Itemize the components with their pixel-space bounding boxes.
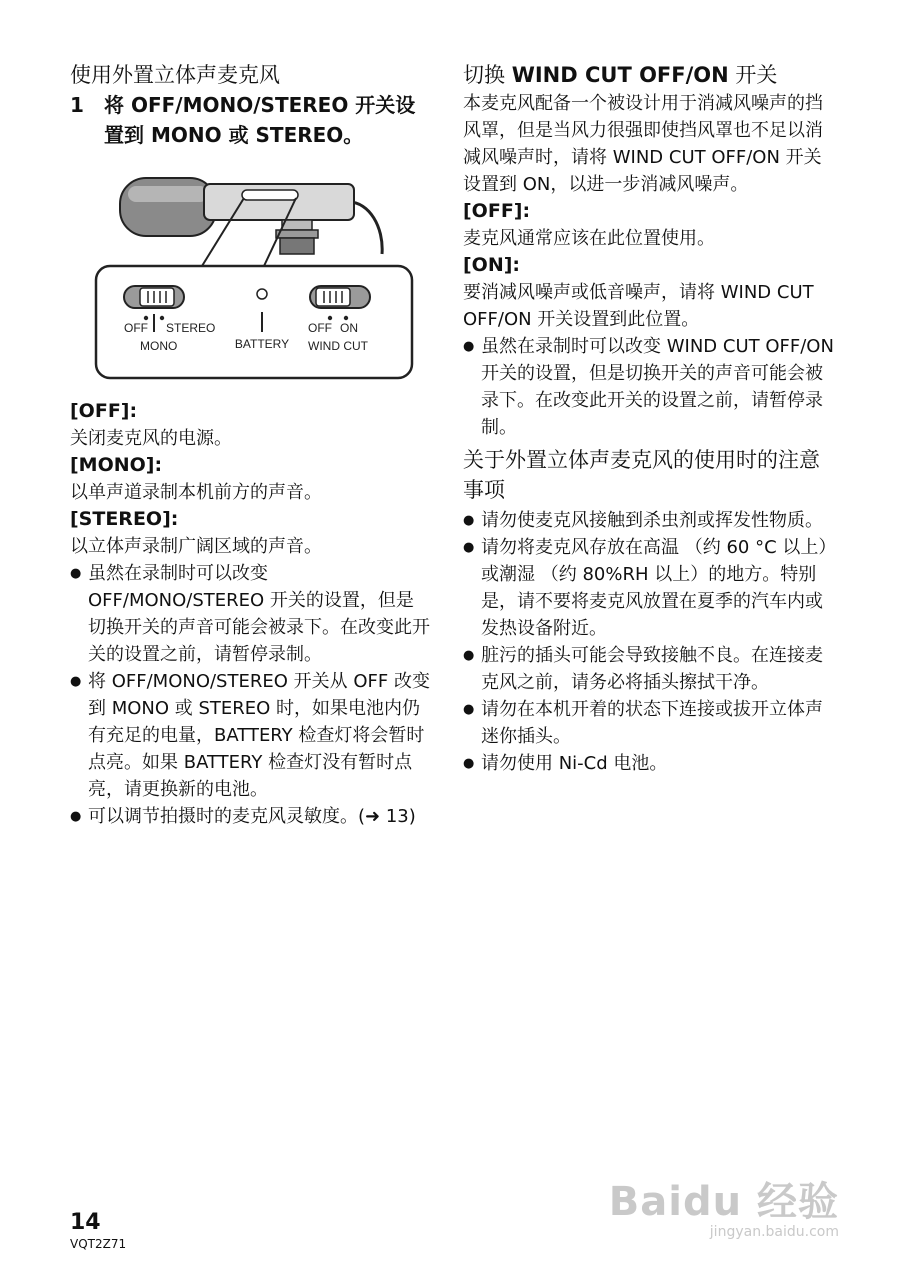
bullet-icon: ● [463, 513, 475, 528]
mono-label: [MONO]: [70, 454, 163, 476]
bullet-text: 将 OFF/MONO/STEREO 开关从 OFF 改变到 MONO 或 STEREO 时，如果电池内仍有充足的电量，BATTERY 检查灯将会暂时点亮。如果 BATTERY 检查灯没有暂时点亮，请更换新的电池。 [88, 671, 430, 800]
bullet-icon: ● [70, 566, 82, 581]
bullet-icon: ● [463, 756, 475, 771]
wind-label-on: ON [340, 321, 358, 335]
wind-on-description: 要消减风噪声或低音噪声，请将 WIND CUT OFF/ON 开关设置到此位置。 [463, 282, 814, 330]
bullet-icon: ● [70, 674, 82, 689]
section-title-external-mic: 使用外置立体声麦克风 [70, 63, 280, 87]
bullet-text: 脏污的插头可能会导致接触不良。在连接麦克风之前，请务必将插头擦拭干净。 [481, 645, 823, 693]
bullet-item [463, 333, 835, 441]
mic-windscreen-highlight [128, 186, 208, 202]
wind-cut-switch-knob [316, 288, 350, 306]
wind-label-off: OFF [308, 321, 332, 335]
microphone-illustration [94, 172, 424, 390]
watermark [609, 1180, 839, 1240]
section-title-wind-cut [463, 60, 835, 90]
bullet-icon: ● [463, 339, 475, 354]
bullet-text: 请勿使用 Ni-Cd 电池。 [481, 753, 668, 774]
bullet-item [463, 750, 835, 777]
mic-shoe-top [282, 220, 312, 230]
wind-off-description: 麦克风通常应该在此位置使用。 [463, 228, 715, 249]
battery-label: BATTERY [234, 337, 290, 351]
bullet-item [70, 560, 430, 668]
wind-cut-intro: 本麦克风配备一个被设计用于消减风噪声的挡风罩，但是当风力很强即使挡风罩也不足以消减风噪声时，请将 WIND CUT OFF/ON 开关设置到 ON，以进一步消减风噪声。 [463, 93, 823, 195]
position-dot-off [144, 316, 148, 320]
stereo-description: 以立体声录制广阔区域的声音。 [70, 536, 322, 557]
bullet-item [70, 803, 430, 830]
mono-description: 以单声道录制本机前方的声音。 [70, 482, 322, 503]
wind-cut-heading-bold: WIND CUT OFF/ON [511, 63, 729, 87]
bullet-item [70, 668, 430, 803]
mic-shoe-base [280, 238, 314, 254]
step-number: 1 [70, 93, 84, 117]
position-dot-wind-off [328, 316, 332, 320]
bullet-item [463, 642, 835, 696]
page-number: 14 [70, 1210, 101, 1235]
bullet-icon: ● [463, 648, 475, 663]
step-text: 将 OFF/MONO/STEREO 开关设置到 MONO 或 STEREO。 [104, 93, 416, 147]
right-column [463, 60, 835, 777]
mic-shoe-ring [276, 230, 318, 238]
stereo-label: [STEREO]: [70, 508, 179, 530]
microphone-diagram [94, 172, 424, 390]
switch-label-off: OFF [124, 321, 148, 335]
position-dot-wind-on [344, 316, 348, 320]
mono-stereo-switch-knob [140, 288, 174, 306]
watermark-url: jingyan.baidu.com [709, 1224, 839, 1240]
bullet-item [463, 507, 835, 534]
switch-label-mono: MONO [140, 339, 178, 353]
mic-switch-strip [242, 190, 298, 200]
off-description: 关闭麦克风的电源。 [70, 428, 232, 449]
wind-off-label: [OFF]: [463, 200, 531, 222]
bullet-icon: ● [70, 809, 82, 824]
bullet-text: 请勿使麦克风接触到杀虫剂或挥发性物质。 [481, 510, 823, 531]
document-code: VQT2Z71 [70, 1237, 127, 1251]
bullet-item [463, 534, 835, 642]
wind-cut-heading-suffix: 开关 [728, 63, 778, 87]
bullet-icon: ● [463, 702, 475, 717]
bullet-item [463, 696, 835, 750]
watermark-logo: Baidu 经验 [608, 1179, 839, 1225]
wind-label-wind-cut: WIND CUT [308, 339, 368, 353]
position-dot-stereo [160, 316, 164, 320]
step-1 [70, 90, 430, 150]
bullet-text: 虽然在录制时可以改变 WIND CUT OFF/ON 开关的设置，但是切换开关的声音可能会被录下。在改变此开关的设置之前，请暂停录制。 [481, 336, 834, 438]
battery-lamp [257, 289, 267, 299]
bullet-text: 请勿将麦克风存放在高温 （约 60 °C 以上）或潮湿 （约 80%RH 以上）的地方。特别是，请不要将麦克风放置在夏季的汽车内或发热设备附近。 [481, 537, 828, 639]
wind-on-label: [ON]: [463, 254, 521, 276]
off-label: [OFF]: [70, 400, 138, 422]
wind-cut-heading-prefix: 切换 [463, 63, 512, 87]
bullet-text: 请勿在本机开着的状态下连接或拔开立体声迷你插头。 [481, 699, 823, 747]
bullet-text: 虽然在录制时可以改变 OFF/MONO/STEREO 开关的设置，但是切换开关的声音可能会被录下。在改变此开关的设置之前，请暂停录制。 [88, 563, 430, 665]
precautions-heading: 关于外置立体声麦克风的使用时的注意事项 [463, 448, 820, 502]
left-column [70, 60, 430, 830]
bullet-text: 可以调节拍摄时的麦克风灵敏度。(➜ 13) [88, 806, 416, 827]
bullet-icon: ● [463, 540, 475, 555]
switch-label-stereo: STEREO [166, 321, 216, 335]
